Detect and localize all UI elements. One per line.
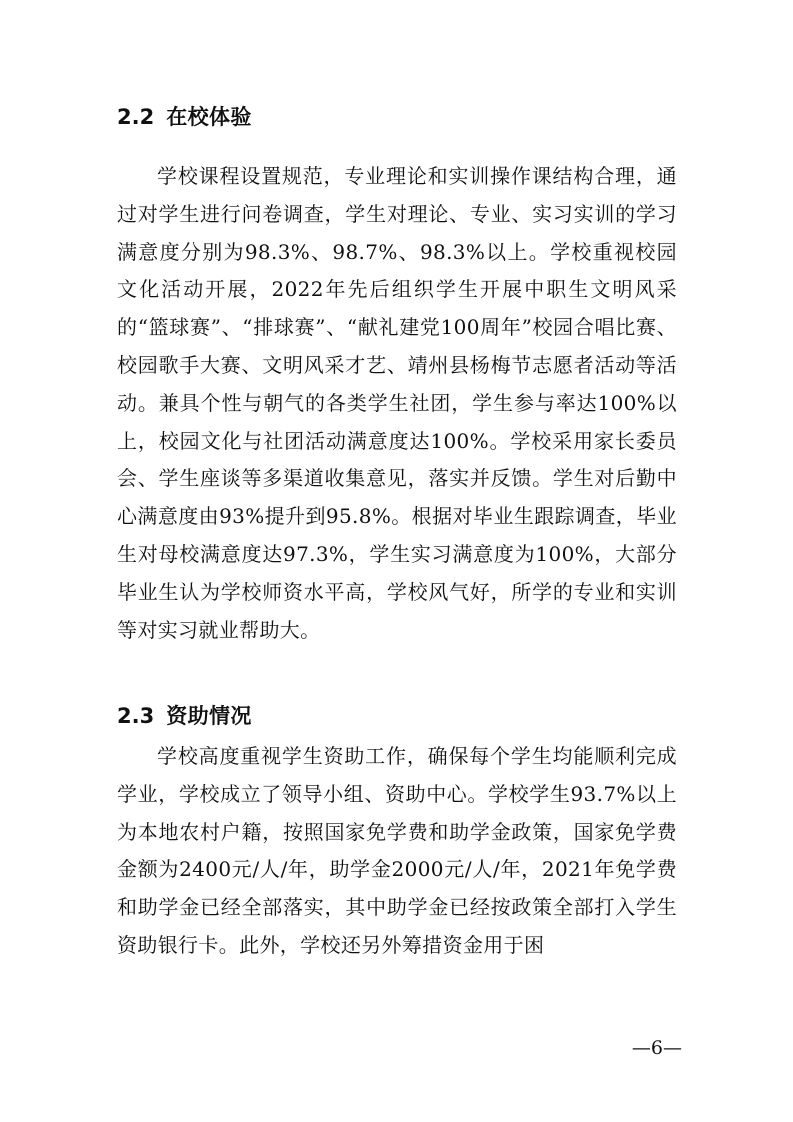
section-title: 资助情况 [166,704,252,728]
section-title: 在校体验 [166,105,252,129]
section-number: 2.2 [117,105,155,129]
section-heading-2-3 [117,701,252,731]
page-number: —6— [631,1037,682,1059]
section-heading-2-2 [117,102,252,132]
section-number: 2.3 [117,704,155,728]
campus-experience-paragraph: 学校课程设置规范，专业理论和实训操作课结构合理，通过对学生进行问卷调查，学生对理论、专业、实习实训的学习满意度分别为98.3%、98.7%、98.3%以上。学校重视校园文化活动开展，2022年先后组织学生开展中职生文明风采的“篮球赛”、“排球赛”、“献礼建党100周年”校园合唱比赛、校园歌手大赛、文明风采才艺、靖州县杨梅节志愿者活动等活动。兼具个性与朝气的各类学生社团，学生参与率达100%以上，校园文化与社团活动满意度达100%。学校采用家长委员会、学生座谈等多渠道收集意见，落实并反馈。学生对后勤中心满意度由93%提升到95.8%。根据对毕业生跟踪调查，毕业生对母校满意度达97.3%，学生实习满意度为100%，大部分毕业生认为学校师资水平高，学校风气好，所学的专业和实训等对实习就业帮助大。 [117,164,677,642]
financial-aid-paragraph: 学校高度重视学生资助工作，确保每个学生均能顺利完成学业，学校成立了领导小组、资助中心。学校学生93.7%以上为本地农村户籍，按照国家免学费和助学金政策，国家免学费金额为2400元/人/年，助学金2000元/人/年，2021年免学费和助学金已经全部落实，其中助学金已经按政策全部打入学生资助银行卡。此外，学校还另外筹措资金用于困 [117,744,677,957]
